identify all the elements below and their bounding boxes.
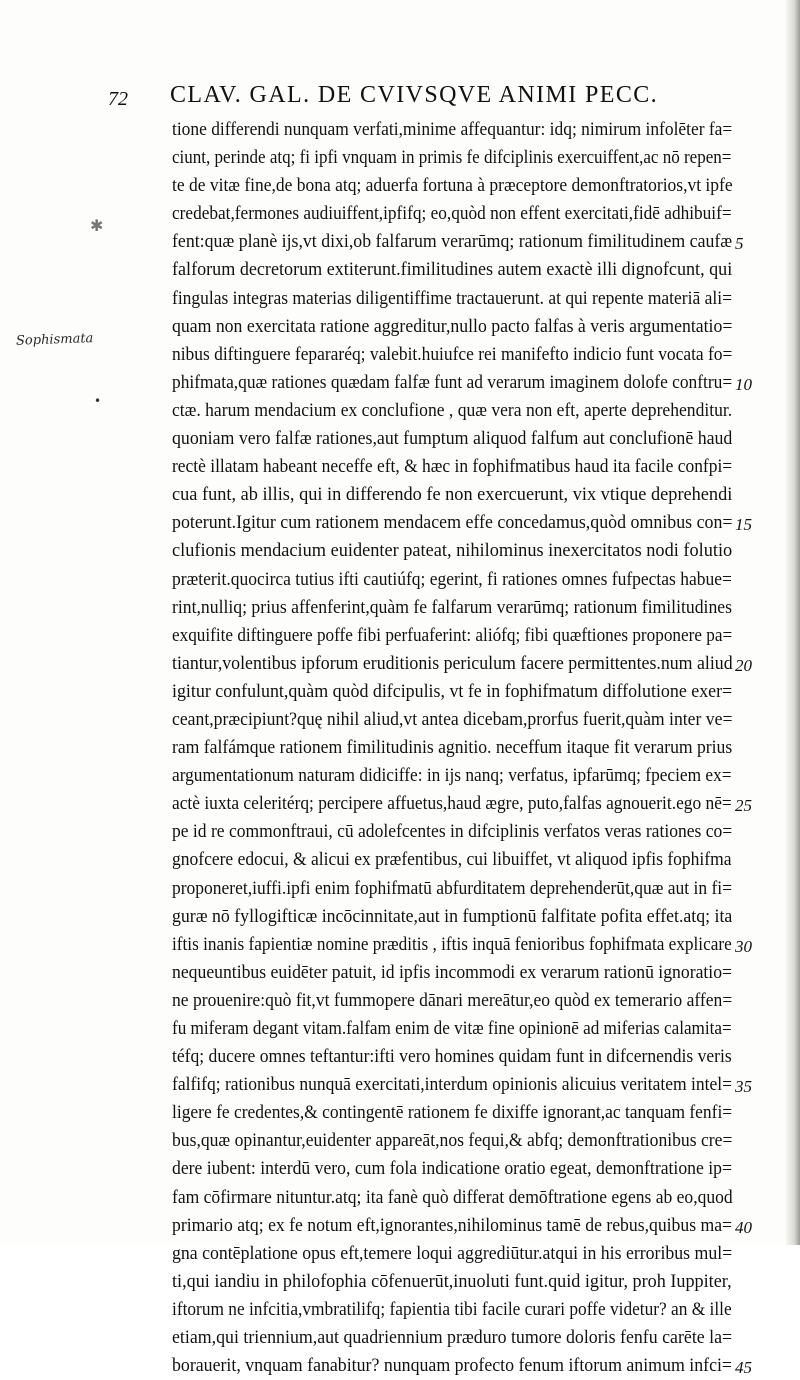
text-line: fingulas integras materias diligentiffime tractauerunt. at qui repente materiā ali= [172, 287, 732, 309]
running-title: CLAV. GAL. DE CVIVSQVE ANIMI PECC. [170, 82, 659, 108]
body-text [172, 116, 732, 1380]
text-line: ram falfámque rationem fimilitudinis agnitio. neceffum itaque fit verarum prius [172, 737, 733, 759]
text-line: fu miferam degant vitam.falfam enim de vitæ fine opinionē ad miferias calamita= [172, 1018, 732, 1039]
running-head [108, 82, 668, 112]
text-line: cua funt, ab illis, qui in differendo fe non exercuerunt, vix vtique deprehendi [172, 484, 733, 506]
dot-mark-icon: • [94, 394, 102, 408]
text-line: argumentationum naturam didiciffe: in ijs nanq; verfatus, ipfarūmq; fpeciem ex= [172, 765, 732, 787]
line-number: 30 [735, 936, 752, 956]
text-line: falfifq; rationibus nunquā exercitati,interdum opinionis alicuius veritatem intel= [172, 1074, 732, 1096]
text-line: nequeuntibus euidēter patuit, id ipfis incommodi ex verarum rationū ignoratio= [172, 961, 733, 983]
text-line: ti,qui iandiu in philofophia cōfenuerūt,inuoluti funt.quid igitur, proh Iuppiter, [172, 1270, 732, 1292]
asterisk-mark-icon: ✱ [90, 216, 104, 235]
text-line: bus,quæ opinantur,euidenter appareāt,nos fequi,& abfq; demonftrationibus cre= [172, 1130, 733, 1152]
text-line: gnofcere edocui, & alicui ex præfentibus, cui libuiffet, vt aliquod ipfis fophifma [172, 849, 732, 871]
text-line: tiantur,volentibus ipforum eruditionis periculum facere permittentes.num aliud [172, 652, 733, 674]
text-line: ciunt, perinde atq; fi ipfi vnquam in primis fe difciplinis exercuiffent,ac nō repen= [172, 147, 732, 169]
text-line: fent:quæ planè ijs,vt dixi,ob falfarum verarūmq; rationum fimilitudinem caufæ [172, 231, 733, 253]
line-number: 45 [735, 1358, 752, 1378]
text-line: ligere fe credentes,& contingentē rationem fe dixiffe ignorant,ac tanquam fenfi= [172, 1102, 733, 1124]
text-line: iftis inanis fapientiæ nomine præditis , iftis inquā fenioribus fophifmata explicare [172, 933, 732, 955]
handwritten-margin-note: Sophismata [15, 331, 94, 349]
text-line: poterunt.Igitur cum rationem mendacem effe concedamus,quòd omnibus con= [172, 512, 733, 534]
text-line: ceant,præcipiunt?quę nihil aliud,vt antea dicebam,prorfus fuerit,quàm inter ve= [172, 708, 733, 730]
text-line: borauerit, vnquam fanabitur? nunquam profecto fenum iftorum animum infci= [172, 1355, 732, 1377]
text-line: phifmata,quæ rationes quædam falfæ funt ad verarum imaginem dolofe conftru= [172, 371, 733, 393]
text-line: præterit.quocirca tutius ifti cautiúfq; egerint, fi rationes omnes fufpectas habue= [172, 568, 732, 590]
line-number: 40 [735, 1217, 752, 1237]
line-number: 15 [735, 515, 752, 535]
text-line: tione differendi nunquam verfati,minime affequantur: idq; nimirum infolēter fa= [172, 119, 733, 140]
text-line: clufionis mendacium euidenter pateat, nihilominus inexercitatos nodi folutio [172, 540, 733, 562]
text-line: primario atq; ex fe notum eft,ignorantes,nihilominus tamē de rebus,quibus ma= [172, 1214, 733, 1236]
text-line: te de vitæ fine,de bona atq; aduerfa fortuna à præceptore demonftratorios,vt ipfe [172, 175, 733, 197]
text-line: actè iuxta celeritérq; percipere affuetus,haud ægre, puto,falfas agnouerit.ego nē= [172, 793, 732, 815]
line-number: 35 [735, 1077, 752, 1097]
text-line: rectè illatam habeant neceffe eft, & hæc in fophifmatibus haud ita facile confpi= [172, 456, 733, 478]
text-line: téfq; ducere omnes teftantur:ifti vero homines quidam funt in difcernendis veris [172, 1046, 732, 1068]
text-line: fam cōfirmare nituntur.atq; ita fanè quò differat demōftratione egens ab eo,quod [172, 1186, 733, 1208]
text-line: igitur confulunt,quàm quòd difcipulis, vt fe in fophifmatum diffolutione exer= [172, 680, 733, 702]
text-line: quoniam vero falfæ rationes,aut fumptum aliquod falfum aut conclufionē haud [172, 428, 733, 450]
text-line: proponeret,iuffi.ipfi enim fophifmatū abfurditatem deprehenderūt,quæ aut in fi= [172, 877, 732, 899]
page-edge-shadow [786, 0, 800, 1245]
line-number: 25 [735, 796, 752, 816]
page-number: 72 [108, 88, 128, 110]
text-line: pe id re commonftraui, cū adolefcentes in difciplinis verfatos veras rationes co= [172, 821, 733, 843]
text-line: gna contēplatione opus eft,temere loqui aggrediūtur.atqui in his erroribus mul= [172, 1242, 733, 1264]
line-number: 20 [735, 655, 752, 675]
line-number: 5 [735, 234, 744, 254]
text-line: falforum decretorum extiterunt.fimilitudines autem exactè illi dignofcunt, qui [172, 259, 733, 281]
text-line: dere iubent: interdū vero, cum fola indicatione oratio egeat, demonftratione ip= [172, 1158, 732, 1180]
text-line: etiam,qui triennium,aut quadriennium præduro tumore doloris fenfu carēte la= [172, 1327, 733, 1349]
text-line: quam non exercitata ratione aggreditur,nullo pacto falfas à veris argumentatio= [172, 315, 733, 337]
text-line: ctæ. harum mendacium ex conclufione , quæ vera non eft, aperte deprehenditur. [172, 399, 733, 421]
text-line: credebat,fermones audiuiffent,ipfifq; eo,quòd non effent exercitati,fidē adhibuif= [172, 203, 732, 225]
text-line: guræ nō fyllogifticæ incōcinnitate,aut in fumptionū falfitate pofita effet.atq; ita [172, 905, 733, 927]
text-line: ne prouenire:quò fit,vt fummopere dānari mereātur,eo quòd ex temerario affen= [172, 989, 733, 1011]
text-line: exquifite diftinguere poffe fibi perfuaferint: aliófq; fibi quæftiones proponere pa= [172, 624, 733, 646]
text-line: iftorum ne infcitia,vmbratilifq; fapientia tibi facile curari poffe videtur? an & ille [172, 1298, 732, 1320]
line-number: 10 [735, 374, 752, 394]
text-line: rint,nulliq; prius affenferint,quàm fe falfarum verarūmq; rationum fimilitudines [172, 596, 732, 618]
text-line: nibus diftinguere fepararéq; valebit.huiufce rei manifefto indicio funt vocata fo= [172, 343, 733, 365]
